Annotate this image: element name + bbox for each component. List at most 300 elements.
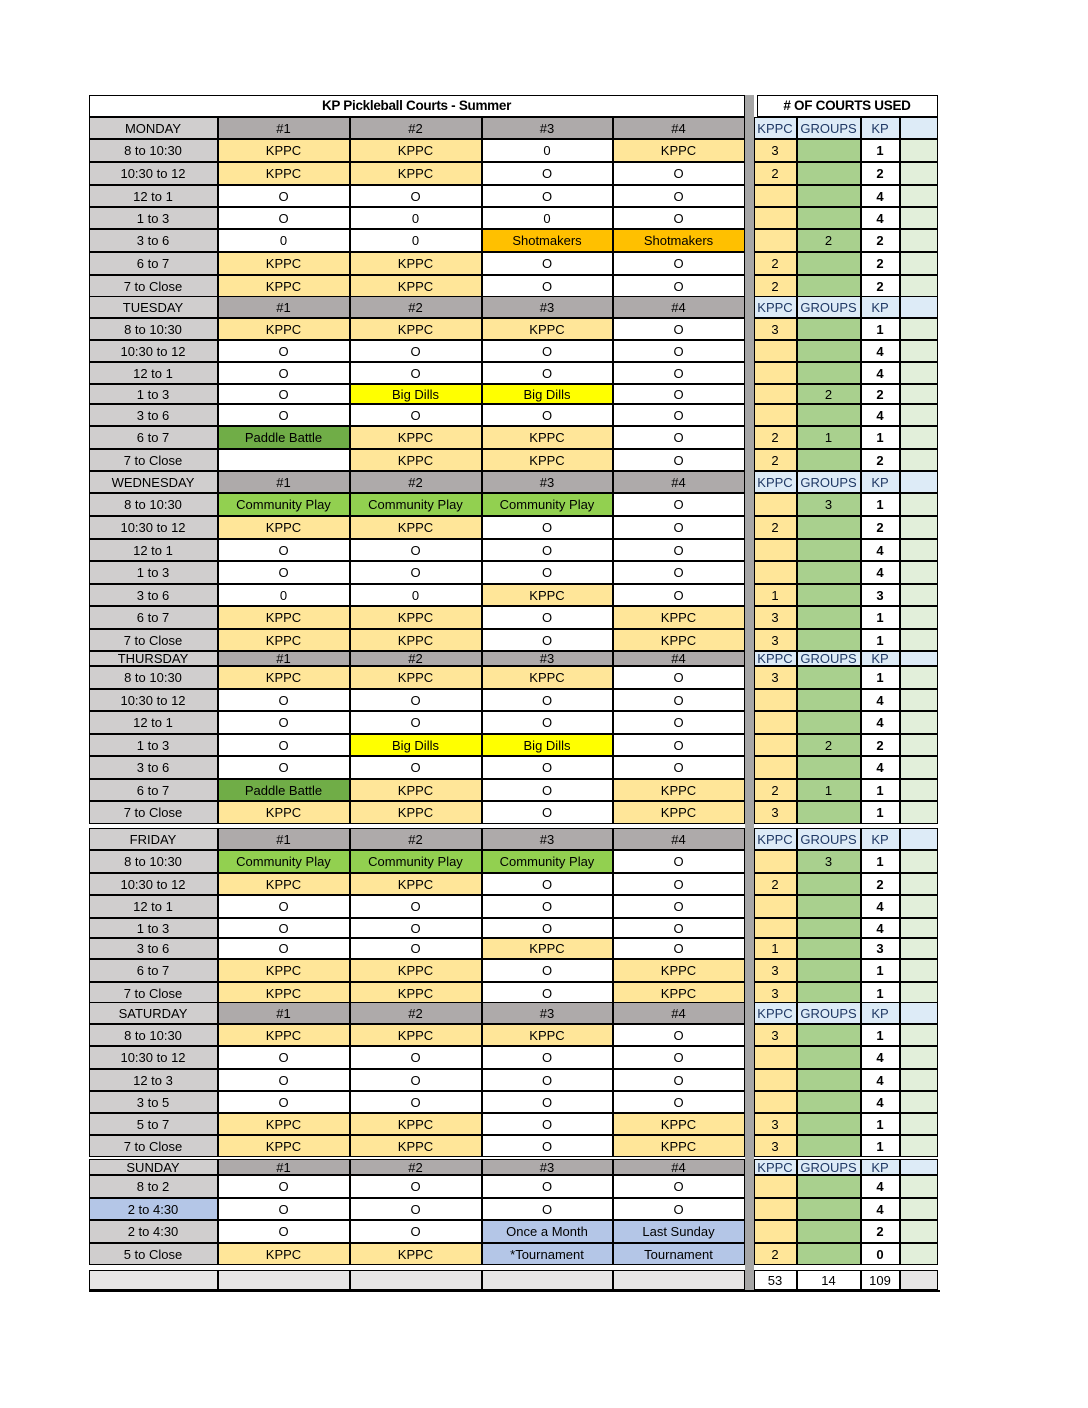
kp-count: 1 bbox=[861, 493, 900, 516]
court-slot: Community Play bbox=[482, 850, 613, 873]
court-slot: KPPC bbox=[350, 666, 482, 689]
blank-cell bbox=[900, 539, 938, 561]
court-slot: KPPC bbox=[350, 516, 482, 539]
time-slot: 2 to 4:30 bbox=[89, 1220, 218, 1243]
court-slot: O bbox=[482, 185, 613, 207]
kp-count: 2 bbox=[861, 229, 900, 252]
court-slot: KPPC bbox=[218, 629, 350, 651]
court-slot: KPPC bbox=[218, 959, 350, 982]
court-header: #4 bbox=[613, 296, 745, 318]
court-slot: KPPC bbox=[218, 162, 350, 185]
kp-count: 1 bbox=[861, 1135, 900, 1157]
court-slot: KPPC bbox=[350, 606, 482, 629]
groups-count bbox=[797, 1198, 861, 1220]
court-slot: O bbox=[350, 895, 482, 918]
court-header: #3 bbox=[482, 1002, 613, 1024]
court-slot: KPPC bbox=[613, 959, 745, 982]
kp-count: 2 bbox=[861, 162, 900, 185]
time-slot: 10:30 to 12 bbox=[89, 162, 218, 185]
court-slot: O bbox=[613, 493, 745, 516]
blank-cell bbox=[900, 384, 938, 404]
blank-cell bbox=[900, 185, 938, 207]
court-slot: KPPC bbox=[482, 584, 613, 606]
court-slot: O bbox=[482, 756, 613, 779]
court-slot: O bbox=[482, 1091, 613, 1113]
blank-cell bbox=[900, 162, 938, 185]
court-slot: KPPC bbox=[613, 629, 745, 651]
blank-cell bbox=[900, 734, 938, 756]
kppc-count: 3 bbox=[754, 606, 797, 629]
court-slot: O bbox=[482, 1135, 613, 1157]
groups-count: 2 bbox=[797, 229, 861, 252]
kp-count-header: KP bbox=[861, 1002, 900, 1024]
kppc-count: 2 bbox=[754, 873, 797, 895]
court-slot: O bbox=[218, 340, 350, 362]
kppc-count: 2 bbox=[754, 426, 797, 449]
court-slot: KPPC bbox=[350, 162, 482, 185]
court-slot: O bbox=[613, 252, 745, 275]
time-slot: 10:30 to 12 bbox=[89, 873, 218, 895]
court-slot: Shotmakers bbox=[482, 229, 613, 252]
blank-cell bbox=[900, 252, 938, 275]
kppc-count bbox=[754, 1091, 797, 1113]
court-slot: O bbox=[482, 252, 613, 275]
court-slot: O bbox=[218, 207, 350, 229]
groups-count bbox=[797, 539, 861, 561]
court-slot: O bbox=[613, 1198, 745, 1220]
court-slot: KPPC bbox=[350, 873, 482, 895]
court-slot: O bbox=[613, 584, 745, 606]
blank-cell bbox=[900, 1243, 938, 1265]
kppc-count: 1 bbox=[754, 584, 797, 606]
court-slot: KPPC bbox=[482, 426, 613, 449]
blank-cell bbox=[900, 959, 938, 982]
kp-count: 1 bbox=[861, 666, 900, 689]
kp-count: 4 bbox=[861, 539, 900, 561]
court-slot: KPPC bbox=[482, 449, 613, 471]
blank-cell bbox=[900, 493, 938, 516]
court-slot: O bbox=[218, 895, 350, 918]
blank-cell bbox=[900, 318, 938, 340]
groups-count bbox=[797, 162, 861, 185]
time-slot: 7 to Close bbox=[89, 275, 218, 297]
kppc-count bbox=[754, 711, 797, 734]
court-header: #4 bbox=[613, 1159, 745, 1175]
time-slot: 10:30 to 12 bbox=[89, 689, 218, 711]
blank-cell bbox=[900, 1069, 938, 1091]
blank-cell bbox=[900, 982, 938, 1004]
court-slot: Once a Month bbox=[482, 1220, 613, 1243]
court-slot: O bbox=[350, 918, 482, 938]
time-slot: 3 to 6 bbox=[89, 756, 218, 779]
sheet-bottom-border bbox=[89, 1290, 940, 1292]
groups-count bbox=[797, 873, 861, 895]
court-slot: Paddle Battle bbox=[218, 779, 350, 801]
court-slot: KPPC bbox=[350, 982, 482, 1004]
kppc-count: 2 bbox=[754, 516, 797, 539]
kppc-count: 3 bbox=[754, 1135, 797, 1157]
court-header: #3 bbox=[482, 828, 613, 850]
kp-count-header: KP bbox=[861, 296, 900, 318]
court-slot: 0 bbox=[482, 139, 613, 162]
time-slot: 6 to 7 bbox=[89, 959, 218, 982]
court-slot: KPPC bbox=[218, 982, 350, 1004]
blank-cell bbox=[900, 606, 938, 629]
kppc-count: 2 bbox=[754, 162, 797, 185]
court-header: #1 bbox=[218, 1159, 350, 1175]
kppc-count-header: KPPC bbox=[754, 828, 797, 850]
court-slot: Big Dills bbox=[350, 384, 482, 404]
kppc-count-header: KPPC bbox=[754, 651, 797, 666]
kppc-count bbox=[754, 1069, 797, 1091]
court-header: #4 bbox=[613, 117, 745, 139]
blank-cell bbox=[900, 1135, 938, 1157]
court-slot: KPPC bbox=[613, 1135, 745, 1157]
groups-count bbox=[797, 449, 861, 471]
kp-count: 1 bbox=[861, 850, 900, 873]
groups-count bbox=[797, 606, 861, 629]
kppc-count-header: KPPC bbox=[754, 1002, 797, 1024]
kp-count: 4 bbox=[861, 1046, 900, 1069]
kp-count: 2 bbox=[861, 516, 900, 539]
court-slot: O bbox=[482, 689, 613, 711]
blank-header bbox=[900, 651, 938, 666]
groups-count bbox=[797, 1243, 861, 1265]
court-header: #1 bbox=[218, 651, 350, 666]
court-slot: O bbox=[613, 561, 745, 584]
day-label: SATURDAY bbox=[89, 1002, 218, 1024]
groups-count-header: GROUPS bbox=[797, 471, 861, 493]
time-slot: 5 to Close bbox=[89, 1243, 218, 1265]
court-slot: KPPC bbox=[482, 666, 613, 689]
kp-count: 4 bbox=[861, 1069, 900, 1091]
court-slot: O bbox=[350, 756, 482, 779]
kp-count: 1 bbox=[861, 318, 900, 340]
court-slot: 0 bbox=[350, 207, 482, 229]
groups-count: 3 bbox=[797, 850, 861, 873]
court-slot: O bbox=[613, 362, 745, 384]
day-label: WEDNESDAY bbox=[89, 471, 218, 493]
court-slot: Paddle Battle bbox=[218, 426, 350, 449]
groups-count bbox=[797, 1046, 861, 1069]
court-slot: O bbox=[218, 938, 350, 959]
kppc-count bbox=[754, 185, 797, 207]
schedule-title: KP Pickleball Courts - Summer bbox=[89, 95, 745, 117]
court-slot: O bbox=[218, 1175, 350, 1198]
kp-count: 4 bbox=[861, 756, 900, 779]
court-header: #2 bbox=[350, 651, 482, 666]
kp-count: 4 bbox=[861, 185, 900, 207]
kppc-count: 3 bbox=[754, 959, 797, 982]
court-slot: O bbox=[350, 711, 482, 734]
court-slot: O bbox=[613, 689, 745, 711]
court-slot: O bbox=[218, 918, 350, 938]
court-slot: O bbox=[613, 1046, 745, 1069]
day-label: MONDAY bbox=[89, 117, 218, 139]
court-slot: KPPC bbox=[350, 801, 482, 824]
court-slot: O bbox=[613, 918, 745, 938]
court-slot: O bbox=[482, 340, 613, 362]
time-slot: 3 to 6 bbox=[89, 229, 218, 252]
court-slot: Big Dills bbox=[482, 734, 613, 756]
blank-cell bbox=[900, 1175, 938, 1198]
kp-count: 4 bbox=[861, 340, 900, 362]
court-slot: KPPC bbox=[613, 606, 745, 629]
kppc-count: 3 bbox=[754, 139, 797, 162]
court-slot: O bbox=[218, 1069, 350, 1091]
kp-count: 3 bbox=[861, 584, 900, 606]
court-slot: O bbox=[613, 404, 745, 426]
court-slot: KPPC bbox=[350, 1135, 482, 1157]
court-slot: O bbox=[350, 185, 482, 207]
court-slot: KPPC bbox=[218, 801, 350, 824]
court-slot: KPPC bbox=[218, 275, 350, 297]
totals-blank bbox=[613, 1270, 745, 1290]
court-header: #1 bbox=[218, 828, 350, 850]
blank-cell bbox=[900, 1091, 938, 1113]
court-header: #2 bbox=[350, 117, 482, 139]
court-slot: O bbox=[350, 340, 482, 362]
court-slot: *Tournament bbox=[482, 1243, 613, 1265]
court-slot: O bbox=[482, 1046, 613, 1069]
blank-cell bbox=[900, 584, 938, 606]
time-slot: 6 to 7 bbox=[89, 606, 218, 629]
court-slot: O bbox=[482, 561, 613, 584]
day-label: SUNDAY bbox=[89, 1159, 218, 1175]
court-slot: O bbox=[482, 1113, 613, 1135]
court-slot: O bbox=[350, 1046, 482, 1069]
kp-count-header: KP bbox=[861, 471, 900, 493]
time-slot: 1 to 3 bbox=[89, 561, 218, 584]
court-slot: KPPC bbox=[218, 252, 350, 275]
court-slot: O bbox=[218, 539, 350, 561]
court-header: #4 bbox=[613, 828, 745, 850]
court-slot: O bbox=[350, 404, 482, 426]
groups-count bbox=[797, 982, 861, 1004]
court-slot: Last Sunday bbox=[613, 1220, 745, 1243]
time-slot: 8 to 2 bbox=[89, 1175, 218, 1198]
time-slot: 12 to 3 bbox=[89, 1069, 218, 1091]
court-slot: 0 bbox=[350, 584, 482, 606]
kppc-count bbox=[754, 340, 797, 362]
court-header: #2 bbox=[350, 471, 482, 493]
court-slot: KPPC bbox=[218, 1113, 350, 1135]
time-slot: 6 to 7 bbox=[89, 426, 218, 449]
court-slot: O bbox=[350, 1091, 482, 1113]
kppc-count: 2 bbox=[754, 252, 797, 275]
court-slot: KPPC bbox=[218, 666, 350, 689]
groups-count bbox=[797, 666, 861, 689]
blank-cell bbox=[900, 1024, 938, 1046]
kppc-count bbox=[754, 539, 797, 561]
court-slot: O bbox=[350, 539, 482, 561]
court-slot: O bbox=[482, 982, 613, 1004]
kppc-count-header: KPPC bbox=[754, 117, 797, 139]
court-header: #2 bbox=[350, 1002, 482, 1024]
groups-count bbox=[797, 756, 861, 779]
time-slot: 8 to 10:30 bbox=[89, 1024, 218, 1046]
groups-count bbox=[797, 895, 861, 918]
kppc-count-header: KPPC bbox=[754, 296, 797, 318]
time-slot: 10:30 to 12 bbox=[89, 516, 218, 539]
kp-count: 2 bbox=[861, 275, 900, 297]
kp-count: 3 bbox=[861, 938, 900, 959]
court-slot: O bbox=[613, 539, 745, 561]
court-slot: KPPC bbox=[218, 1243, 350, 1265]
court-slot: KPPC bbox=[218, 606, 350, 629]
blank-cell bbox=[900, 1198, 938, 1220]
kppc-count bbox=[754, 1046, 797, 1069]
totals-blank bbox=[900, 1270, 938, 1290]
blank-cell bbox=[900, 873, 938, 895]
court-slot: O bbox=[218, 1091, 350, 1113]
groups-count bbox=[797, 1175, 861, 1198]
time-slot: 8 to 10:30 bbox=[89, 666, 218, 689]
court-slot: Community Play bbox=[482, 493, 613, 516]
court-slot: Community Play bbox=[350, 850, 482, 873]
court-slot: O bbox=[482, 801, 613, 824]
court-slot: KPPC bbox=[218, 318, 350, 340]
kppc-count: 3 bbox=[754, 666, 797, 689]
court-slot: Big Dills bbox=[482, 384, 613, 404]
court-header: #3 bbox=[482, 471, 613, 493]
time-slot: 12 to 1 bbox=[89, 539, 218, 561]
groups-count bbox=[797, 362, 861, 384]
kppc-count bbox=[754, 895, 797, 918]
court-slot: KPPC bbox=[218, 1024, 350, 1046]
groups-count bbox=[797, 584, 861, 606]
time-slot: 3 to 6 bbox=[89, 584, 218, 606]
blank-cell bbox=[900, 426, 938, 449]
kp-count: 2 bbox=[861, 384, 900, 404]
kp-count-header: KP bbox=[861, 1159, 900, 1175]
groups-count bbox=[797, 275, 861, 297]
court-slot: KPPC bbox=[350, 1024, 482, 1046]
kppc-count bbox=[754, 404, 797, 426]
court-slot: O bbox=[613, 449, 745, 471]
groups-count-header: GROUPS bbox=[797, 651, 861, 666]
court-slot: KPPC bbox=[613, 139, 745, 162]
groups-total: 14 bbox=[797, 1270, 861, 1290]
kp-count: 1 bbox=[861, 1113, 900, 1135]
kppc-count bbox=[754, 207, 797, 229]
kp-count: 2 bbox=[861, 873, 900, 895]
kppc-count bbox=[754, 734, 797, 756]
kp-count: 4 bbox=[861, 561, 900, 584]
groups-count-header: GROUPS bbox=[797, 1002, 861, 1024]
groups-count: 2 bbox=[797, 384, 861, 404]
time-slot: 3 to 6 bbox=[89, 404, 218, 426]
court-slot: O bbox=[482, 873, 613, 895]
court-slot: O bbox=[613, 384, 745, 404]
court-slot: KPPC bbox=[482, 1024, 613, 1046]
court-slot: O bbox=[482, 779, 613, 801]
blank-cell bbox=[900, 139, 938, 162]
court-slot: Community Play bbox=[350, 493, 482, 516]
court-slot: KPPC bbox=[482, 938, 613, 959]
kp-count-header: KP bbox=[861, 651, 900, 666]
court-slot: O bbox=[482, 629, 613, 651]
kp-count: 4 bbox=[861, 207, 900, 229]
time-slot: 1 to 3 bbox=[89, 918, 218, 938]
court-header: #2 bbox=[350, 828, 482, 850]
day-label: FRIDAY bbox=[89, 828, 218, 850]
court-header: #1 bbox=[218, 471, 350, 493]
court-slot: O bbox=[218, 384, 350, 404]
kppc-count bbox=[754, 362, 797, 384]
blank-header bbox=[900, 117, 938, 139]
court-slot: Big Dills bbox=[350, 734, 482, 756]
court-slot: O bbox=[613, 1091, 745, 1113]
court-header: #2 bbox=[350, 296, 482, 318]
court-slot: 0 bbox=[350, 229, 482, 252]
blank-cell bbox=[900, 1220, 938, 1243]
kp-count: 1 bbox=[861, 606, 900, 629]
blank-cell bbox=[900, 404, 938, 426]
court-slot: KPPC bbox=[350, 252, 482, 275]
groups-count bbox=[797, 629, 861, 651]
court-slot: O bbox=[613, 850, 745, 873]
time-slot: 7 to Close bbox=[89, 629, 218, 651]
kp-total: 109 bbox=[861, 1270, 900, 1290]
court-slot: KPPC bbox=[350, 449, 482, 471]
kppc-count bbox=[754, 1220, 797, 1243]
blank-cell bbox=[900, 689, 938, 711]
court-slot: O bbox=[482, 959, 613, 982]
time-slot: 10:30 to 12 bbox=[89, 1046, 218, 1069]
court-slot: O bbox=[613, 895, 745, 918]
court-header: #3 bbox=[482, 1159, 613, 1175]
court-slot: O bbox=[350, 938, 482, 959]
court-slot: O bbox=[350, 561, 482, 584]
court-slot: O bbox=[350, 1220, 482, 1243]
kppc-count bbox=[754, 384, 797, 404]
blank-cell bbox=[900, 756, 938, 779]
courts-used-title: # OF COURTS USED bbox=[757, 95, 938, 117]
court-header: #2 bbox=[350, 1159, 482, 1175]
groups-count bbox=[797, 1069, 861, 1091]
groups-count bbox=[797, 252, 861, 275]
kp-count: 1 bbox=[861, 629, 900, 651]
time-slot: 12 to 1 bbox=[89, 362, 218, 384]
time-slot: 3 to 5 bbox=[89, 1091, 218, 1113]
totals-blank bbox=[350, 1270, 482, 1290]
court-slot: O bbox=[218, 404, 350, 426]
groups-count bbox=[797, 938, 861, 959]
court-slot: O bbox=[482, 1069, 613, 1091]
court-slot: KPPC bbox=[613, 779, 745, 801]
kp-count: 1 bbox=[861, 982, 900, 1004]
court-slot: KPPC bbox=[482, 318, 613, 340]
court-slot: 0 bbox=[482, 207, 613, 229]
time-slot: 6 to 7 bbox=[89, 252, 218, 275]
court-slot: KPPC bbox=[350, 629, 482, 651]
court-slot: O bbox=[350, 362, 482, 384]
blank-header bbox=[900, 1159, 938, 1175]
court-slot: O bbox=[613, 666, 745, 689]
groups-count bbox=[797, 1113, 861, 1135]
court-slot: 0 bbox=[218, 229, 350, 252]
court-slot: O bbox=[613, 1175, 745, 1198]
kppc-count bbox=[754, 1175, 797, 1198]
kp-count: 1 bbox=[861, 426, 900, 449]
kp-count-header: KP bbox=[861, 828, 900, 850]
kppc-count: 2 bbox=[754, 779, 797, 801]
groups-count bbox=[797, 1091, 861, 1113]
time-slot: 12 to 1 bbox=[89, 185, 218, 207]
court-slot: O bbox=[218, 756, 350, 779]
court-header: #1 bbox=[218, 296, 350, 318]
